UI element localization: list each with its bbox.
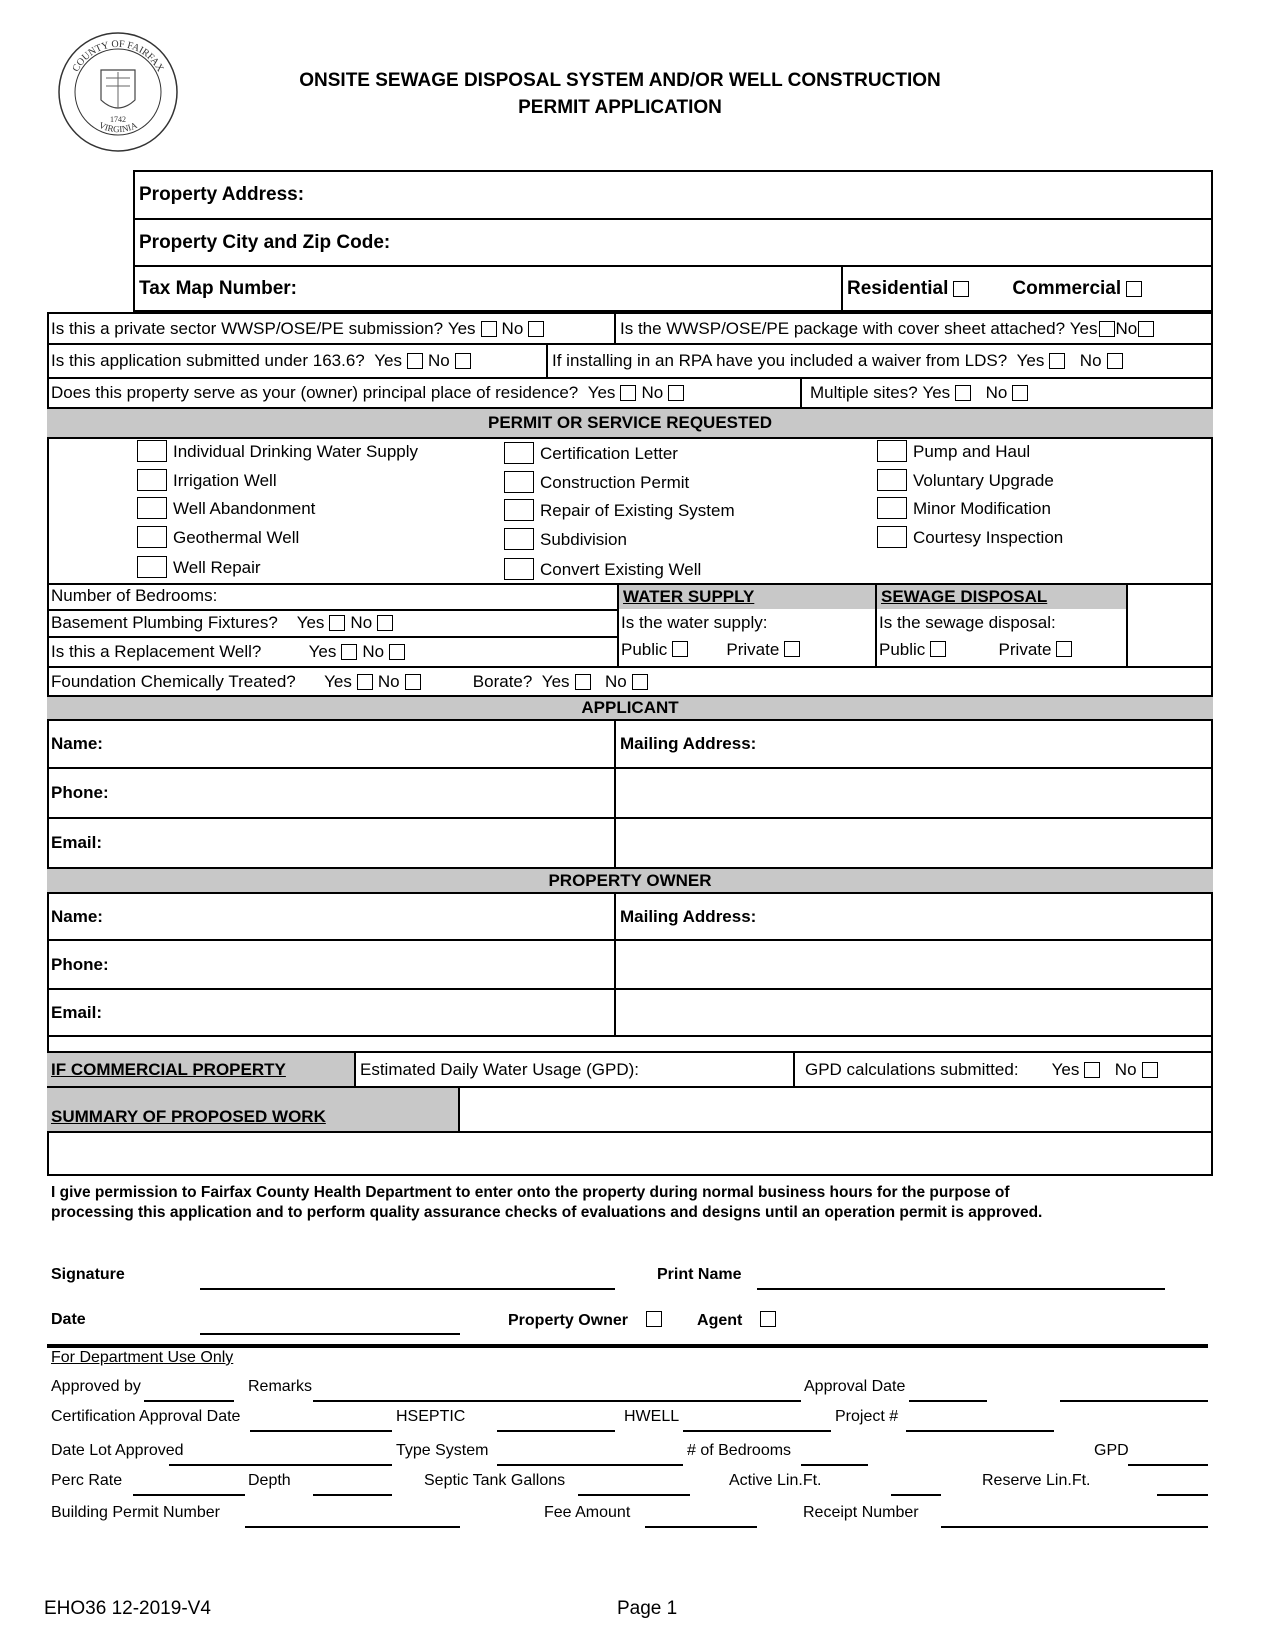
- service-label: Well Repair: [173, 558, 261, 577]
- cover-sheet-no-checkbox[interactable]: [1138, 321, 1154, 337]
- yes-label: Yes: [541, 671, 570, 691]
- section-163-no-checkbox[interactable]: [455, 353, 471, 369]
- basement-no-checkbox[interactable]: [377, 615, 393, 631]
- fee-amount-line[interactable]: [645, 1526, 757, 1528]
- agent-label: Agent: [697, 1312, 743, 1329]
- svg-text:1742: 1742: [110, 115, 126, 124]
- hwell-label: HWELL: [624, 1408, 680, 1425]
- service-option[interactable]: [137, 467, 418, 496]
- applicant-header-label: APPLICANT: [581, 698, 679, 717]
- replacement-well-label: Is this a Replacement Well?: [51, 641, 262, 661]
- service-label: Minor Modification: [913, 499, 1051, 518]
- remarks-line[interactable]: [313, 1400, 801, 1402]
- project-number-label: Project #: [835, 1408, 899, 1425]
- approval-date-line[interactable]: [909, 1400, 987, 1402]
- no-label: No: [362, 641, 385, 661]
- service-option[interactable]: [504, 556, 735, 585]
- yes-label: Yes: [1016, 351, 1045, 370]
- summary-field[interactable]: [460, 1088, 1213, 1131]
- services-column-3: [877, 438, 1063, 552]
- public-label: Public: [879, 640, 926, 659]
- foundation-row: [47, 666, 1213, 695]
- sewage-disposal-question: Is the sewage disposal:: [879, 613, 1056, 632]
- private-label: Private: [998, 640, 1052, 659]
- owner-email-field[interactable]: [47, 990, 614, 1035]
- service-label: Repair of Existing System: [540, 501, 735, 520]
- form-title: ONSITE SEWAGE DISPOSAL SYSTEM AND/OR WELL CONSTRUCTION: [299, 70, 941, 91]
- owner-phone-label: Phone:: [51, 954, 109, 974]
- hseptic-line[interactable]: [497, 1430, 615, 1432]
- service-label: Pump and Haul: [913, 442, 1031, 461]
- no-label: No: [1115, 318, 1138, 338]
- no-label: No: [377, 671, 400, 691]
- multiple-sites-no-checkbox[interactable]: [1012, 385, 1028, 401]
- borate-label: Borate?: [472, 671, 533, 691]
- service-label: Geothermal Well: [173, 527, 300, 547]
- no-label: No: [604, 671, 627, 691]
- service-option[interactable]: [877, 495, 1063, 524]
- private-sector-no-checkbox[interactable]: [528, 321, 544, 337]
- approved-by-line[interactable]: [144, 1400, 234, 1402]
- services-column-2: [504, 440, 735, 585]
- depth-line[interactable]: [313, 1494, 392, 1496]
- remarks-label: Remarks: [248, 1378, 313, 1395]
- service-label: Individual Drinking Water Supply: [173, 442, 419, 461]
- owner-header-label: PROPERTY OWNER: [548, 870, 712, 890]
- service-option[interactable]: [877, 438, 1063, 467]
- perc-rate-line[interactable]: [133, 1494, 245, 1496]
- yes-label: Yes: [374, 351, 402, 370]
- service-option[interactable]: [504, 526, 735, 555]
- owner-mailing-field[interactable]: [614, 894, 1213, 939]
- principal-residence-question: Does this property serve as your (owner) principal place of residence?: [51, 383, 579, 402]
- multiple-sites-yes-checkbox[interactable]: [955, 385, 971, 401]
- county-seal-logo: [56, 30, 180, 154]
- reserve-lin-ft-label: Reserve Lin.Ft.: [982, 1472, 1091, 1489]
- services-header: [47, 407, 1213, 437]
- service-label: Construction Permit: [540, 472, 690, 492]
- service-option[interactable]: [137, 495, 418, 524]
- section-163-question: Is this application submitted under 163.6?: [51, 351, 365, 370]
- signature-line[interactable]: [200, 1288, 615, 1290]
- property-address-field[interactable]: [135, 172, 1211, 220]
- owner-row-2: [47, 939, 1213, 988]
- yes-label: Yes: [324, 671, 352, 691]
- form-subtitle: PERMIT APPLICATION: [518, 97, 722, 118]
- owner-mailing-line-3[interactable]: [614, 990, 1213, 1035]
- depth-label: Depth: [248, 1472, 291, 1489]
- sewage-disposal-options: [879, 640, 1077, 660]
- service-label: Voluntary Upgrade: [913, 470, 1054, 490]
- principal-residence-yes-checkbox[interactable]: [620, 385, 636, 401]
- property-address-label: Property Address:: [139, 184, 305, 205]
- service-option[interactable]: [504, 440, 735, 469]
- applicant-phone-field[interactable]: [47, 769, 614, 817]
- tax-map-label: Tax Map Number:: [139, 277, 298, 299]
- page-number: Page 1: [617, 1598, 678, 1619]
- section-163-yes-checkbox[interactable]: [407, 353, 423, 369]
- no-label: No: [1114, 1059, 1137, 1079]
- gpd-calc-label: GPD calculations submitted:: [805, 1059, 1019, 1079]
- service-option[interactable]: [137, 524, 418, 553]
- owner-name-label: Name:: [51, 906, 103, 926]
- tax-map-field[interactable]: [135, 267, 841, 310]
- yes-label: Yes: [922, 383, 951, 402]
- applicant-mailing-label: Mailing Address:: [620, 734, 757, 753]
- cert-approval-date-label: Certification Approval Date: [51, 1408, 241, 1425]
- department-use-header: For Department Use Only: [51, 1349, 234, 1366]
- foundation-label: Foundation Chemically Treated?: [51, 671, 296, 691]
- print-name-line[interactable]: [757, 1288, 1165, 1290]
- private-sector-yes-checkbox[interactable]: [481, 321, 497, 337]
- applicant-mailing-line-2[interactable]: [614, 769, 1213, 817]
- water-public-checkbox[interactable]: [672, 641, 688, 657]
- gpd-label: GPD: [1094, 1442, 1129, 1459]
- property-type: [841, 267, 1211, 310]
- owner-phone-field[interactable]: [47, 941, 614, 988]
- applicant-phone-label: Phone:: [51, 783, 109, 802]
- date-lot-approved-label: Date Lot Approved: [51, 1442, 184, 1459]
- yes-label: Yes: [296, 613, 325, 632]
- replacement-well-no-checkbox[interactable]: [389, 644, 405, 660]
- applicant-row-2: [47, 767, 1213, 817]
- water-supply-header-label: WATER SUPPLY: [623, 587, 755, 606]
- applicant-email-field[interactable]: [47, 819, 614, 867]
- service-option[interactable]: [877, 467, 1063, 496]
- rpa-waiver-question: If installing in an RPA have you included a waiver from LDS?: [552, 351, 1008, 370]
- no-label: No: [985, 383, 1008, 402]
- applicant-row-1: [47, 719, 1213, 767]
- cover-sheet-question: Is the WWSP/OSE/PE package with cover sheet attached?: [620, 318, 1066, 338]
- replacement-well-row: [47, 637, 617, 666]
- sewage-disposal-header: [877, 585, 1126, 609]
- borate-no-checkbox[interactable]: [632, 674, 648, 690]
- private-sector-question: Is this a private sector WWSP/OSE/PE submission?: [51, 318, 444, 338]
- principal-residence-no-checkbox[interactable]: [668, 385, 684, 401]
- commercial-label: Commercial: [1012, 277, 1122, 299]
- divider: [47, 1344, 1208, 1348]
- applicant-mailing-field[interactable]: [614, 721, 1213, 767]
- hwell-line[interactable]: [683, 1430, 831, 1432]
- applicant-email-label: Email:: [51, 833, 103, 852]
- form-code: EHO36 12-2019-V4: [44, 1598, 211, 1619]
- services-column-1: [137, 438, 418, 583]
- active-lin-ft-line[interactable]: [891, 1494, 941, 1496]
- no-label: No: [1079, 351, 1102, 370]
- cover-sheet-yes-checkbox[interactable]: [1099, 321, 1115, 337]
- agent-checkbox[interactable]: [760, 1311, 776, 1327]
- rpa-waiver-no-checkbox[interactable]: [1107, 353, 1123, 369]
- property-owner-checkbox[interactable]: [646, 1311, 662, 1327]
- service-option[interactable]: [504, 469, 735, 498]
- no-label: No: [427, 351, 450, 370]
- gpd-calc-no-checkbox[interactable]: [1142, 1062, 1158, 1078]
- question-row-1: [47, 312, 1213, 343]
- service-option[interactable]: [137, 554, 418, 583]
- num-bedrooms-label: # of Bedrooms: [687, 1442, 792, 1459]
- septic-tank-gallons-label: Septic Tank Gallons: [424, 1472, 566, 1489]
- applicant-header: [47, 695, 1213, 719]
- water-supply-options: [621, 640, 805, 660]
- service-label: Subdivision: [540, 529, 627, 549]
- property-city-zip-field[interactable]: [135, 220, 1211, 267]
- cert-approval-date-line[interactable]: [250, 1430, 392, 1432]
- project-number-line[interactable]: [906, 1430, 1054, 1432]
- date-line[interactable]: [200, 1333, 460, 1335]
- rpa-waiver-yes-checkbox[interactable]: [1049, 353, 1065, 369]
- reserve-lin-ft-line[interactable]: [1157, 1494, 1208, 1496]
- type-system-line[interactable]: [497, 1464, 683, 1466]
- foundation-yes-checkbox[interactable]: [357, 674, 373, 690]
- service-label: Irrigation Well: [173, 470, 277, 490]
- owner-mailing-line-2[interactable]: [614, 941, 1213, 988]
- yes-label: Yes: [1051, 1059, 1080, 1079]
- owner-header: [47, 867, 1213, 892]
- service-option[interactable]: [877, 524, 1063, 553]
- commercial-label: IF COMMERCIAL PROPERTY: [47, 1053, 354, 1086]
- foundation-no-checkbox[interactable]: [405, 674, 421, 690]
- basement-yes-checkbox[interactable]: [329, 615, 345, 631]
- no-label: No: [501, 318, 524, 338]
- property-owner-label: Property Owner: [508, 1312, 629, 1329]
- yes-label: Yes: [447, 318, 476, 338]
- commercial-row: [47, 1051, 1213, 1086]
- services-header-label: PERMIT OR SERVICE REQUESTED: [487, 413, 772, 432]
- hseptic-label: HSEPTIC: [396, 1408, 466, 1425]
- property-block: [133, 170, 1213, 312]
- signature-label: Signature: [51, 1266, 125, 1283]
- question-row-3: [47, 377, 1213, 407]
- yes-label: Yes: [308, 641, 337, 661]
- sewage-private-checkbox[interactable]: [1056, 641, 1072, 657]
- service-label: Well Abandonment: [173, 499, 316, 518]
- owner-email-label: Email:: [51, 1002, 103, 1022]
- gpd-calc-yes-checkbox[interactable]: [1084, 1062, 1100, 1078]
- borate-yes-checkbox[interactable]: [575, 674, 591, 690]
- receipt-number-line[interactable]: [941, 1526, 1208, 1528]
- no-label: No: [350, 613, 373, 632]
- svg-text:VIRGINIA: VIRGINIA: [97, 119, 139, 135]
- approval-date-label: Approval Date: [804, 1378, 906, 1395]
- private-label: Private: [726, 640, 780, 659]
- no-label: No: [641, 383, 664, 402]
- summary-label: SUMMARY OF PROPOSED WORK: [47, 1088, 460, 1131]
- water-private-checkbox[interactable]: [784, 641, 800, 657]
- applicant-name-label: Name:: [51, 734, 103, 753]
- residential-label: Residential: [847, 277, 949, 299]
- owner-mailing-label: Mailing Address:: [620, 906, 757, 926]
- basement-row: [47, 610, 617, 636]
- approval-date-line-2[interactable]: [1060, 1400, 1208, 1402]
- bedrooms-label: Number of Bedrooms:: [51, 586, 218, 605]
- applicant-name-field[interactable]: [47, 721, 614, 767]
- applicant-row-3: [47, 817, 1213, 867]
- service-option[interactable]: [504, 497, 735, 526]
- question-row-2: [47, 343, 1213, 377]
- active-lin-ft-label: Active Lin.Ft.: [729, 1472, 822, 1489]
- residential-checkbox[interactable]: [953, 281, 969, 297]
- applicant-mailing-line-3[interactable]: [614, 819, 1213, 867]
- gpd-usage-label: Estimated Daily Water Usage (GPD):: [360, 1059, 639, 1079]
- signer-role: [508, 1311, 781, 1330]
- type-system-label: Type System: [396, 1442, 489, 1459]
- service-label: Convert Existing Well: [540, 560, 702, 579]
- water-supply-question: Is the water supply:: [621, 613, 768, 632]
- num-bedrooms-line[interactable]: [801, 1464, 868, 1466]
- approved-by-label: Approved by: [51, 1378, 141, 1395]
- owner-row-1: [47, 892, 1213, 939]
- fee-amount-label: Fee Amount: [544, 1504, 631, 1521]
- septic-tank-gallons-line[interactable]: [578, 1494, 690, 1496]
- summary-row: [47, 1086, 1213, 1131]
- yes-label: Yes: [1069, 318, 1098, 338]
- perc-rate-label: Perc Rate: [51, 1472, 123, 1489]
- gpd-line[interactable]: [1128, 1464, 1208, 1466]
- sewage-disposal-header-label: SEWAGE DISPOSAL: [881, 587, 1048, 606]
- property-city-zip-label: Property City and Zip Code:: [139, 231, 391, 253]
- service-option[interactable]: [137, 438, 418, 467]
- building-permit-number-line[interactable]: [245, 1526, 460, 1528]
- multiple-sites-question: Multiple sites?: [810, 383, 918, 402]
- summary-field-line-2[interactable]: [47, 1131, 1213, 1176]
- replacement-well-yes-checkbox[interactable]: [341, 644, 357, 660]
- commercial-checkbox[interactable]: [1126, 281, 1142, 297]
- gpd-usage-field[interactable]: [354, 1053, 793, 1086]
- service-label: Courtesy Inspection: [913, 527, 1064, 547]
- public-label: Public: [621, 640, 668, 659]
- date-label: Date: [51, 1311, 86, 1328]
- svg-text:COUNTY OF FAIRFAX: COUNTY OF FAIRFAX: [70, 38, 166, 74]
- basement-label: Basement Plumbing Fixtures?: [51, 613, 278, 632]
- owner-name-field[interactable]: [47, 894, 614, 939]
- print-name-label: Print Name: [657, 1266, 742, 1283]
- receipt-number-label: Receipt Number: [803, 1504, 919, 1521]
- owner-row-3: [47, 988, 1213, 1035]
- water-supply-header: [619, 585, 875, 609]
- spacer-row: [47, 1035, 1213, 1051]
- building-permit-number-label: Building Permit Number: [51, 1504, 220, 1521]
- date-lot-approved-line[interactable]: [169, 1464, 392, 1466]
- yes-label: Yes: [587, 383, 616, 402]
- permission-statement: I give permission to Fairfax County Health Department to enter onto the property during normal business hours for the purpose of processing this application and to perform quality assurance checks of evaluations and designs until an operation permit is approved.: [51, 1184, 1043, 1221]
- service-label: Certification Letter: [540, 444, 678, 463]
- sewage-public-checkbox[interactable]: [930, 641, 946, 657]
- bedrooms-field[interactable]: [47, 583, 617, 609]
